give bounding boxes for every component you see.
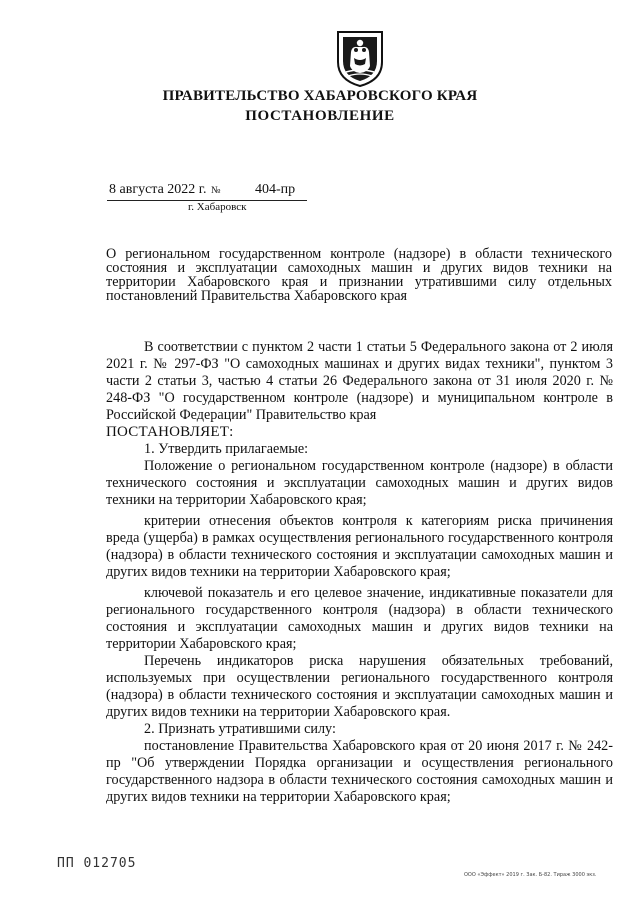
item-1-key-indicator: ключевой показатель и его целевое значение, индикативные показатели для регионального государственного контроля (надзора) в области технического состояния и эксплуатации самоходных машин и других видов техники на территории Хабаровского края;	[106, 585, 613, 652]
document-body	[106, 339, 613, 806]
government-title: ПРАВИТЕЛЬСТВО ХАБАРОВСКОГО КРАЯ	[162, 88, 478, 104]
coat-of-arms-icon	[334, 28, 386, 88]
item-1-regulation: Положение о региональном государственном контроле (надзоре) в области технического состояния и эксплуатации самоходных машин и других видов техники на территории Хабаровского края;	[106, 458, 613, 508]
item-1-risk-criteria: критерии отнесения объектов контроля к категориям риска причинения вреда (ущерба) в рамках осуществления регионального государственного контроля (надзора) в области технического состояния и эксплуатации самоходных машин и других видов техники на территории Хабаровского края;	[106, 513, 613, 580]
resolves-heading: ПОСТАНОВЛЯЕТ:	[106, 424, 234, 440]
printer-imprint: ООО «Эффект» 2019 г. Зак. Б-82. Тираж 3000 экз.	[464, 872, 597, 878]
form-code: ПП 012705	[57, 856, 137, 871]
item-2-heading: 2. Признать утратившими силу:	[144, 721, 336, 737]
date-number-line	[107, 182, 307, 201]
document-number: 404-пр	[255, 182, 296, 197]
document-city: г. Хабаровск	[188, 201, 247, 213]
document-date: 8 августа 2022 г.	[109, 182, 207, 197]
preamble-paragraph: В соответствии с пунктом 2 части 1 статьи 5 Федерального закона от 2 июля 2021 г. № 297-ФЗ "О самоходных машинах и других видах техники", пунктом 3 части 2 статьи 3, частью 4 статьи 26 Федерального закона от 31 июля 2020 г. № 248-ФЗ "О государственном контроле (надзоре) и муниципальном контроле в Российской Федерации" Правительство края	[106, 339, 613, 423]
document-subject: О региональном государственном контроле (надзоре) в области технического состояния и эксплуатации самоходных машин и других видов техники на территории Хабаровского края и признании утратившими силу отдельных постановлений Правительства Хабаровского края	[106, 246, 612, 304]
item-1-risk-indicators-list: Перечень индикаторов риска нарушения обязательных требований, используемых при осуществлении регионального государственного контроля (надзора) в области технического состояния и эксплуатации самоходных машин и других видов техники на территории Хабаровского края.	[106, 653, 613, 720]
number-sign: №	[211, 185, 221, 196]
item-2-repealed-resolution: постановление Правительства Хабаровского края от 20 июня 2017 г. № 242-пр "Об утверждении Порядка организации и осуществления регионального государственного надзора в области технического состояния самоходных машин и других видов техники на территории Хабаровского края;	[106, 738, 613, 805]
item-1-heading: 1. Утвердить прилагаемые:	[144, 441, 309, 457]
document-type-title: ПОСТАНОВЛЕНИЕ	[245, 108, 395, 124]
